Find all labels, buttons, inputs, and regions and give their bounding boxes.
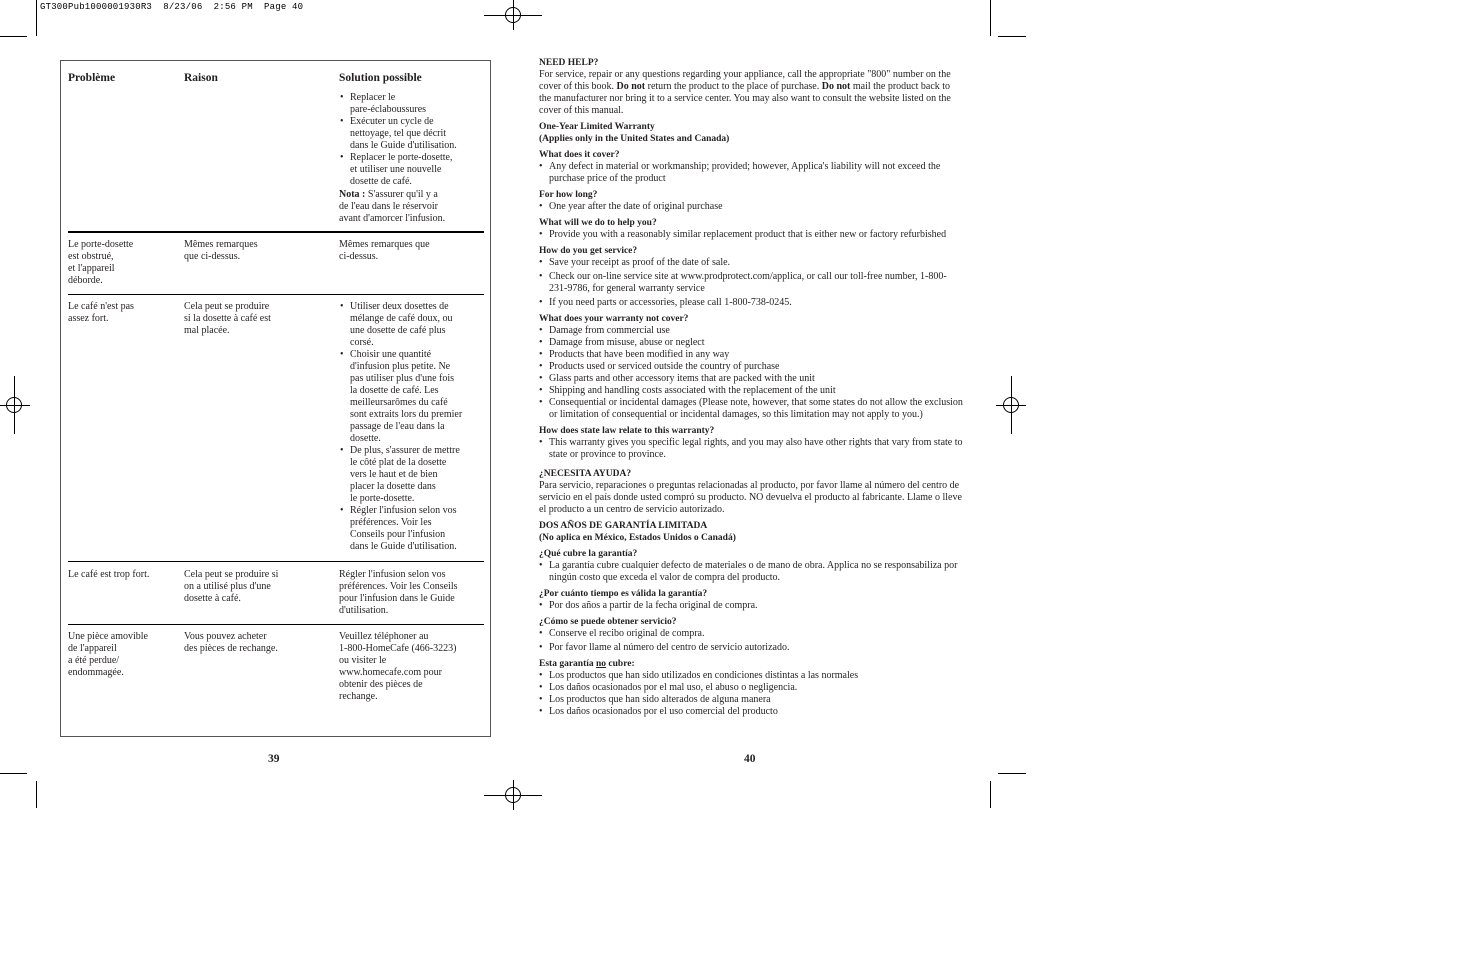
section-heading: ¿Cómo se puede obtener servicio? [539,617,677,627]
list-item: • Los productos que han sido alterados de alguna manera [539,694,964,706]
list-item: • Choisir une quantité d'infusion plus petite. Ne pas utiliser plus d'une fois la dosette de café. Les meilleursarômes du café sont extraits lors du premier passage de l'eau dans la dosette. [339,349,487,445]
reason-cell: Mêmes remarques que ci-dessus. [184,239,258,262]
section-heading: How does state law relate to this warranty? [539,426,715,436]
solution-cell [339,92,487,225]
section-heading: ¿NECESITA AYUDA? [539,469,632,479]
list-item: • Check our on-line service site at www.prodprotect.com/applica, or call our toll-free number, 1-800-231-9786, for general warranty service [539,271,964,295]
solution-cell: Mêmes remarques que ci-dessus. [339,239,430,262]
crop-mark [990,781,991,808]
section-heading: One-Year Limited Warranty [539,122,655,132]
section-heading: What will we do to help you? [539,218,657,228]
crop-mark [998,773,1026,774]
print-slug: GT300Pub1000001930R3 8/23/06 2:56 PM Page 40 [40,2,304,12]
problem-cell: Le café n'est pas assez fort. [68,301,134,324]
column-header-problem: Problème [68,72,116,84]
list-item: • Damage from commercial use [539,325,964,337]
section-heading: NEED HELP? [539,58,599,68]
problem-cell: Le porte-dosette est obstrué, et l'appareil déborde. [68,239,134,286]
nota-text: Nota : S'assurer qu'il y a de l'eau dans le réservoir avant d'amorcer l'infusion. [339,189,446,224]
section-heading: What does it cover? [539,150,620,160]
list-item: • Glass parts and other accessory items that are packed with the unit [539,373,964,385]
list-item: • De plus, s'assurer de mettre le côté plat de la dosette vers le haut et de bien placer la dosette dans le porte-dosette. [339,445,487,505]
list-item: • Products used or serviced outside the country of purchase [539,361,964,373]
section-subheading: (Applies only in the United States and Canada) [539,134,730,144]
reason-cell: Vous pouvez acheter des pièces de rechange. [184,631,278,654]
section-subheading: (No aplica en México, Estados Unidos o Canadá) [539,533,736,543]
list-item: • Replacer le pare-éclaboussures [339,92,487,116]
page-number-left: 39 [268,753,280,765]
crop-mark [36,0,37,36]
list-item: • Consequential or incidental damages (Please note, however, that some states do not allow the exclusion or limitation of consequential or incidental damages, so this limitation may not apply to you.) [539,397,964,421]
list-item: • One year after the date of original purchase [539,201,964,213]
list-item: • Any defect in material or workmanship; provided; however, Applica's liability will not exceed the purchase price of the product [539,161,964,185]
section-heading: How do you get service? [539,246,638,256]
es-help-paragraph: Para servicio, reparaciones o preguntas relacionadas al producto, por favor llame al número del centro de servicio en el país donde usted compró su producto. NO devuelva el producto al fabricante. Llame o lleve el producto a un centro de servicio autorizado. [539,480,962,515]
list-item: • This warranty gives you specific legal rights, and you may also have other rights that vary from state to state or province to province. [539,437,964,461]
solution-cell: Régler l'infusion selon vos préférences. Voir les Conseils pour l'infusion dans le Guide d'utilisation. [339,569,458,616]
row-divider [68,231,484,233]
need-help-paragraph: For service, repair or any questions regarding your appliance, call the appropriate "800" number on the cover of this book. Do not return the product to the place of purchase. Do not mail the product back to the manufacturer nor bring it to a service center. You may also want to consult the website listed on the cover of this manual. [539,69,951,116]
solution-cell [339,301,487,553]
list-item: • If you need parts or accessories, please call 1-800-738-0245. [539,297,964,309]
list-item: • Por favor llame al número del centro de servicio autorizado. [539,642,964,654]
list-item: • Products that have been modified in any way [539,349,964,361]
troubleshooting-table [60,60,491,737]
crop-mark [0,773,27,774]
list-item: • Los productos que han sido utilizados en condiciones distintas a las normales [539,670,964,682]
list-item: • Por dos años a partir de la fecha original de compra. [539,600,964,612]
list-item: • Shipping and handling costs associated with the replacement of the unit [539,385,964,397]
list-item: • Régler l'infusion selon vos préférences. Voir les Conseils pour l'infusion dans le Guide d'utilisation. [339,505,487,553]
list-item: • Utiliser deux dosettes de mélange de café doux, ou une dosette de café plus corsé. [339,301,487,349]
problem-cell: Le café est trop fort. [68,569,150,580]
crop-mark [990,0,991,36]
section-heading: What does your warranty not cover? [539,314,689,324]
section-heading: ¿Por cuánto tiempo es válida la garantía? [539,589,708,599]
column-header-solution: Solution possible [339,72,422,84]
warranty-section [539,57,964,718]
crop-mark [36,781,37,808]
section-heading: DOS AÑOS DE GARANTÍA LIMITADA [539,521,708,531]
row-divider [68,624,484,625]
solution-cell: Veuillez téléphoner au 1-800-HomeCafe (466-3223) ou visiter le www.homecafe.com pour obtenir des pièces de rechange. [339,631,457,702]
section-heading: For how long? [539,190,598,200]
problem-cell: Une pièce amovible de l'appareil a été perdue/ endommagée. [68,631,148,678]
row-divider [68,294,484,295]
section-heading: ¿Qué cubre la garantía? [539,549,638,559]
reason-cell: Cela peut se produire si on a utilisé plus d'une dosette à café. [184,569,279,604]
column-header-reason: Raison [184,72,218,84]
list-item: • Los daños ocasionados por el uso comercial del producto [539,706,964,718]
list-item: • La garantía cubre cualquier defecto de materiales o de mano de obra. Applica no se responsabiliza por ningún costo que exceda el valor de compra del producto. [539,560,964,584]
crop-mark [998,36,1026,37]
list-item: • Save your receipt as proof of the date of sale. [539,257,964,269]
crop-mark [0,36,27,37]
row-divider [68,561,484,562]
list-item: • Damage from misuse, abuse or neglect [539,337,964,349]
list-item: • Provide you with a reasonably similar replacement product that is either new or factory refurbished [539,229,964,241]
list-item: • Exécuter un cycle de nettoyage, tel que décrit dans le Guide d'utilisation. [339,116,487,152]
section-heading: Esta garantía no cubre: [539,659,635,669]
list-item: • Conserve el recibo original de compra. [539,628,964,640]
list-item: • Replacer le porte-dosette, et utiliser une nouvelle dosette de café. [339,152,487,188]
list-item: • Los daños ocasionados por el mal uso, el abuso o negligencia. [539,682,964,694]
reason-cell: Cela peut se produire si la dosette à café est mal placée. [184,301,271,336]
page-number-right: 40 [744,753,756,765]
